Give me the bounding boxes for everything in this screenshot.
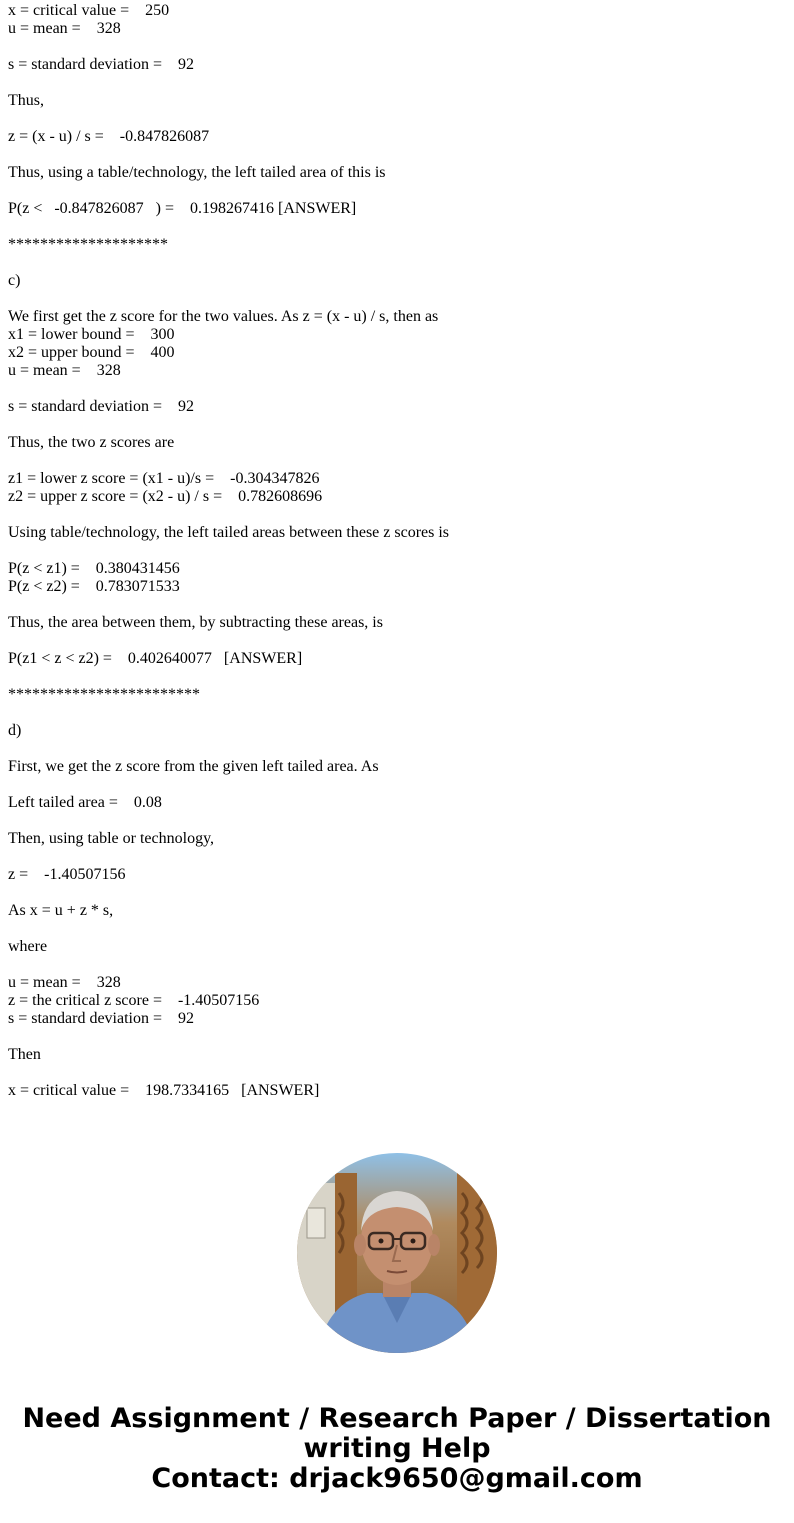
blank-line — [8, 218, 788, 236]
solution-line: As x = u + z * s, — [8, 902, 114, 919]
solution-line: ******************** — [8, 236, 168, 253]
solution-line: Thus, using a table/technology, the left tailed area of this is — [8, 164, 386, 181]
solution-line: d) — [8, 722, 22, 739]
blank-line — [8, 776, 788, 794]
solution-line: Left tailed area = 0.08 — [8, 794, 162, 811]
solution-line: Thus, the two z scores are — [8, 434, 175, 451]
blank-line — [8, 1064, 788, 1082]
solution-line: s = standard deviation = 92 — [8, 1010, 195, 1027]
solution-line: x2 = upper bound = 400 — [8, 344, 175, 361]
solution-line: Thus, the area between them, by subtracting these areas, is — [8, 614, 383, 631]
blank-line — [8, 812, 788, 830]
blank-line — [8, 632, 788, 650]
solution-line: We first get the z score for the two values. As z = (x - u) / s, then as — [8, 308, 439, 325]
promo-line-2: writing Help — [303, 1433, 491, 1464]
solution-line: Then — [8, 1046, 41, 1063]
solution-line: u = mean = 328 — [8, 974, 121, 991]
blank-line — [8, 848, 788, 866]
blank-line — [8, 452, 788, 470]
blank-line — [8, 380, 788, 398]
solution-line: u = mean = 328 — [8, 362, 121, 379]
blank-line — [8, 506, 788, 524]
solution-line: where — [8, 938, 48, 955]
blank-line — [8, 74, 788, 92]
solution-line: z2 = upper z score = (x2 - u) / s = 0.782608696 — [8, 488, 323, 505]
blank-line — [8, 38, 788, 56]
blank-line — [8, 254, 788, 272]
solution-line: ************************ — [8, 686, 200, 703]
solution-line: z = the critical z score = -1.40507156 — [8, 992, 260, 1009]
solution-line: x = critical value = 198.7334165 [ANSWER] — [8, 1082, 320, 1099]
blank-line — [8, 542, 788, 560]
promo-line-1: Need Assignment / Research Paper / Dissertation — [22, 1403, 772, 1434]
solution-line: Then, using table or technology, — [8, 830, 215, 847]
blank-line — [8, 1028, 788, 1046]
solution-text — [8, 2, 788, 1100]
blank-line — [8, 668, 788, 686]
solution-line: z = -1.40507156 — [8, 866, 126, 883]
blank-line — [8, 920, 788, 938]
solution-line: s = standard deviation = 92 — [8, 398, 195, 415]
blank-line — [8, 704, 788, 722]
solution-line: c) — [8, 272, 21, 289]
solution-line: P(z1 < z < z2) = 0.402640077 [ANSWER] — [8, 650, 303, 667]
promo-banner — [0, 1404, 794, 1494]
solution-line: u = mean = 328 — [8, 20, 121, 37]
solution-line: P(z < z2) = 0.783071533 — [8, 578, 180, 595]
solution-line: First, we get the z score from the given left tailed area. As — [8, 758, 379, 775]
blank-line — [8, 884, 788, 902]
author-portrait-image — [297, 1153, 497, 1353]
blank-line — [8, 146, 788, 164]
promo-contact: Contact: drjack9650@gmail.com — [151, 1463, 643, 1494]
solution-line: z1 = lower z score = (x1 - u)/s = -0.304347826 — [8, 470, 320, 487]
blank-line — [8, 290, 788, 308]
solution-line: P(z < -0.847826087 ) = 0.198267416 [ANSWER] — [8, 200, 357, 217]
solution-line: x = critical value = 250 — [8, 2, 170, 19]
blank-line — [8, 740, 788, 758]
solution-line: x1 = lower bound = 300 — [8, 326, 175, 343]
solution-line: s = standard deviation = 92 — [8, 56, 195, 73]
blank-line — [8, 416, 788, 434]
solution-line: P(z < z1) = 0.380431456 — [8, 560, 180, 577]
blank-line — [8, 956, 788, 974]
blank-line — [8, 110, 788, 128]
solution-line: Using table/technology, the left tailed areas between these z scores is — [8, 524, 450, 541]
solution-line: z = (x - u) / s = -0.847826087 — [8, 128, 210, 145]
blank-line — [8, 182, 788, 200]
solution-line: Thus, — [8, 92, 44, 109]
author-avatar — [297, 1153, 497, 1353]
blank-line — [8, 596, 788, 614]
